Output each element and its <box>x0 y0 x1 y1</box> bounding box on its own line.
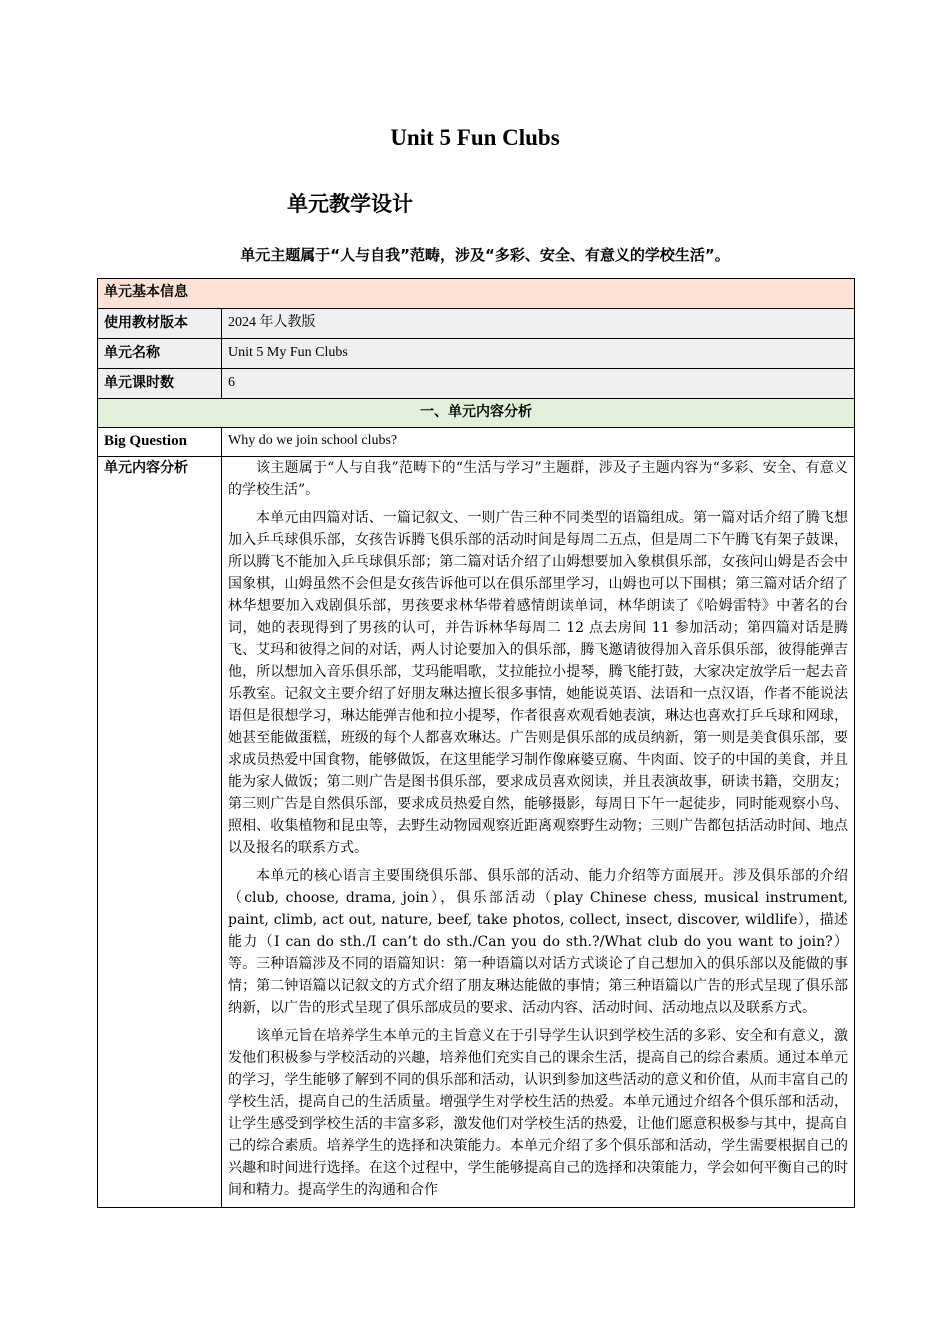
unit-theme-statement: 单元主题属于“人与自我”范畴，涉及“多彩、安全、有意义的学校生活”。 <box>240 246 730 264</box>
paragraph: 本单元由四篇对话、一篇记叙文、一则广告三种不同类型的语篇组成。第一篇对话介绍了腾飞想加入乒乓球俱乐部，女孩告诉腾飞俱乐部的活动时间是每周二五点，但是周二下午腾飞有架子鼓课，所以腾飞不能加入乒乓球俱乐部；第二篇对话介绍了山姆想要加入象棋俱乐部，女孩问山姆是否会中国象棋，山姆虽然不会但是女孩告诉他可以在俱乐部里学习，山姆也可以下围棋；第三篇对话介绍了林华想要加入戏剧俱乐部，男孩要求林华带着感情朗读单词，林华朗读了《哈姆雷特》中著名的台词，她的表现得到了男孩的认可，并告诉林华每周二 12 点去房间 11 参加活动；第四篇对话是腾飞、艾玛和彼得之间的对话，两人讨论要加入的俱乐部，腾飞邀请彼得加入音乐俱乐部，彼得能弹吉他，所以想加入音乐俱乐部，艾玛能唱歌，艾拉能拉小提琴，腾飞能打鼓，大家决定放学后一起去音乐教室。记叙文主要介绍了好朋友琳达擅长很多事情，她能说英语、法语和一点汉语，作者不能说法语但是很想学习，琳达能弹吉他和拉小提琴，作者很喜欢观看她表演，琳达也喜欢打乒乓球和网球，她甚至能做蛋糕，班级的每个人都喜欢琳达。广告则是俱乐部的成员纳新，第一则是美食俱乐部，要求成员热爱中国食物，能够做饭，在这里能学习制作像麻婆豆腐、牛肉面、饺子的中国的美食，并且能为家人做饭；第二则广告是图书俱乐部，要求成员喜欢阅读，并且表演故事，研读书籍，交朋友；第三则广告是自然俱乐部，要求成员热爱自然，能够摄影，每周日下午一起徒步，同时能观察小鸟、照相、收集植物和昆虫等，去野生动物园观察近距离观察野生动物；三则广告都包括活动时间、地点以及报名的联系方式。 <box>228 510 848 856</box>
content-analysis-label: 单元内容分析 <box>98 457 222 1208</box>
row-label-textbook-version: 使用教材版本 <box>98 309 222 339</box>
paragraph: 该单元旨在培养学生本单元的主旨意义在于引导学生认识到学校生活的多彩、安全和有意义，激发他们积极参与学校活动的兴趣，培养他们充实自己的课余生活，提高自己的综合素质。通过本单元的学习，学生能够了解到不同的俱乐部和活动，认识到参加这些活动的意义和价值，从而丰富自己的学校生活，提高自己的生活质量。增强学生对学校生活的热爱。本单元通过介绍各个俱乐部和活动，让学生感受到学校生活的丰富多彩，激发他们对学校生活的热爱，让他们愿意积极参与其中，提高自己的综合素质。培养学生的选择和决策能力。本单元介绍了多个俱乐部和活动，学生需要根据自己的兴趣和时间进行选择。在这个过程中，学生能够提高自己的选择和决策能力，学会如何平衡自己的时间和精力。提高学生的沟通和合作 <box>228 1028 848 1198</box>
unit-design-table <box>97 278 855 1208</box>
document-subtitle: 单元教学设计 <box>287 192 413 216</box>
table-row <box>98 428 855 457</box>
big-question-label: Big Question <box>98 428 222 457</box>
paragraph: 该主题属于“人与自我”范畴下的“生活与学习”主题群，涉及子主题内容为“多彩、安全、有意义的学校生活”。 <box>228 460 848 498</box>
row-label-unit-name: 单元名称 <box>98 339 222 369</box>
document-title: Unit 5 Fun Clubs <box>390 125 560 150</box>
basic-info-header: 单元基本信息 <box>98 279 855 309</box>
content-analysis-row <box>98 457 855 1208</box>
table-row <box>98 369 855 399</box>
row-value-unit-name: Unit 5 My Fun Clubs <box>222 339 855 369</box>
table-row <box>98 339 855 369</box>
row-label-lesson-count: 单元课时数 <box>98 369 222 399</box>
basic-info-header-row <box>98 279 855 309</box>
section-header-content-analysis: 一、单元内容分析 <box>98 399 855 428</box>
big-question-value: Why do we join school clubs? <box>222 428 855 457</box>
section-header-row <box>98 399 855 428</box>
content-analysis-cell <box>222 457 855 1208</box>
row-value-lesson-count: 6 <box>222 369 855 399</box>
row-value-textbook-version: 2024 年人教版 <box>222 309 855 339</box>
table-row <box>98 309 855 339</box>
paragraph: 本单元的核心语言主要围绕俱乐部、俱乐部的活动、能力介绍等方面展开。涉及俱乐部的介绍（club, choose, drama, join），俱乐部活动（play Chinese chess, musical instrument, paint, climb, act out, nature, beef, take photos, collect, insect, discover, wildlife），描述能力（I can do sth./I can’t do sth./Can you do sth.?/What club do you want to join?）等。三种语篇涉及不同的语篇知识：第一种语篇以对话方式谈论了自己想加入的俱乐部以及能做的事情；第二钟语篇以记叙文的方式介绍了朋友琳达能做的事情；第三种语篇以广告的形式呈现了俱乐部纳新，以广告的形式呈现了俱乐部成员的要求、活动内容、活动时间、活动地点以及联系方式。 <box>228 868 848 1016</box>
content-analysis-text <box>228 457 848 1207</box>
